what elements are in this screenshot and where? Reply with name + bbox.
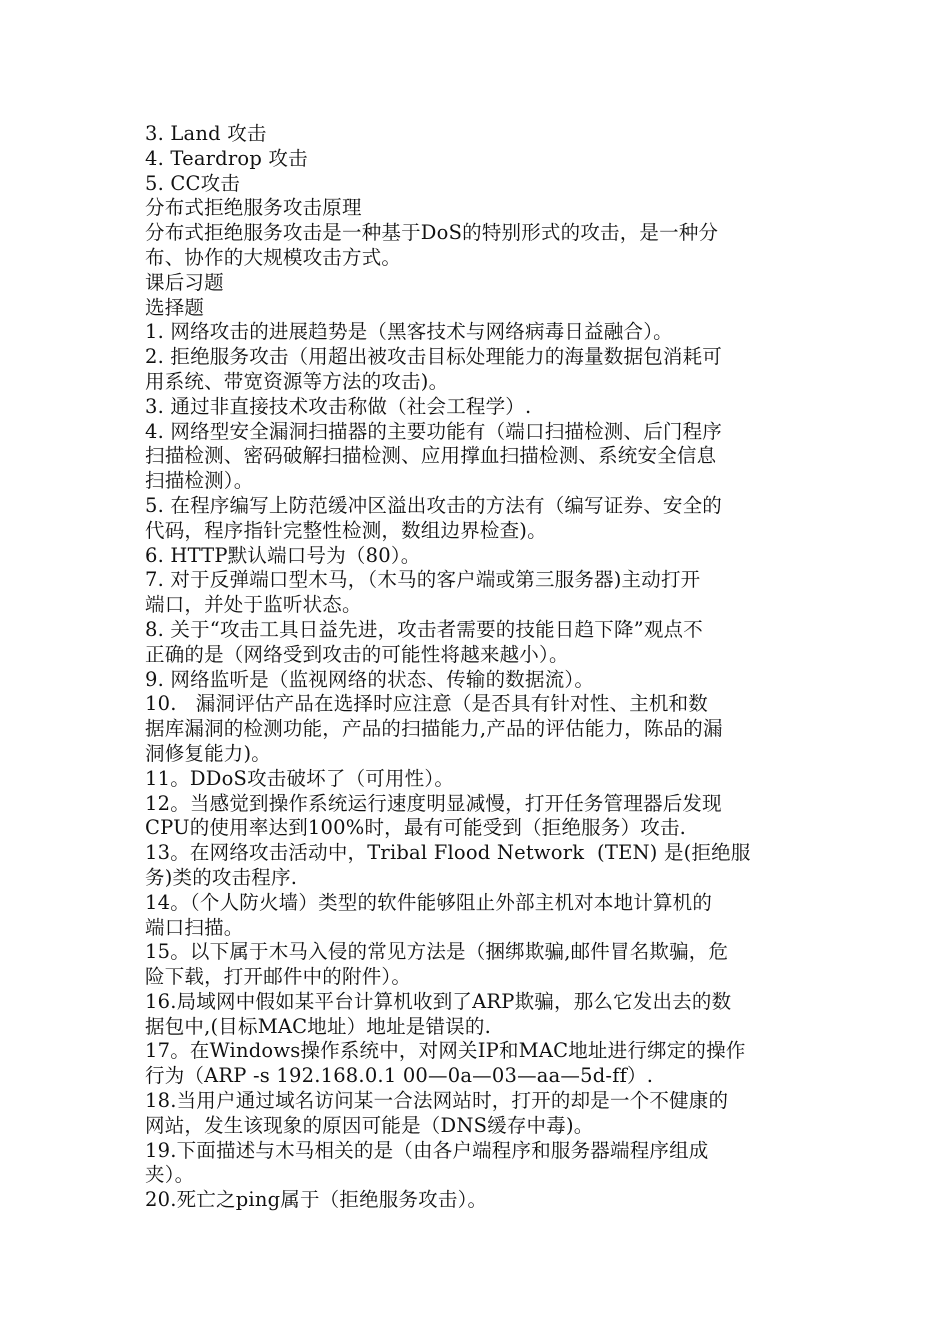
question-line: 9. 网络监听是（监视网络的状态、传输的数据流）。: [145, 667, 595, 691]
question-line: 扫描检测、密码破解扫描检测、应用撑血扫描检测、系统安全信息: [145, 444, 717, 468]
document-page: [145, 122, 815, 1213]
question-line: 12。当感觉到操作系统运行速度明显减慢，打开任务管理器后发现: [145, 791, 722, 815]
question-line: 用系统、带宽资源等方法的攻击)。: [145, 369, 449, 393]
question-line: 20.死亡之ping属于（拒绝服务攻击）。: [145, 1188, 488, 1212]
question-line: 17。在Windows操作系统中，对网关IP和MAC地址进行绑定的操作: [145, 1039, 746, 1063]
question-line: 据包中,(目标MAC地址）地址是错误的.: [145, 1014, 491, 1038]
question-line: 据库漏洞的检测功能，产品的扫描能力,产品的评估能力，陈品的漏: [145, 717, 723, 741]
question-line: 扫描检测）。: [145, 469, 254, 493]
question-line: 11。DDoS攻击破坏了（可用性）。: [145, 766, 455, 790]
section-heading: 分布式拒绝服务攻击原理: [145, 196, 362, 220]
question-line: 3. 通过非直接技术攻击称做（社会工程学）.: [145, 394, 532, 418]
question-line: 行为（ARP -s 192.168.0.1 00—0a—03—aa—5d-ff）.: [145, 1064, 654, 1088]
question-line: 4. 网络型安全漏洞扫描器的主要功能有（端口扫描检测、后门程序: [145, 419, 723, 443]
question-line: 13。在网络攻击活动中，Tribal Flood Network (TEN) 是(拒绝服: [145, 841, 751, 865]
question-line: 14。（个人防火墙）类型的软件能够阻止外部主机对本地计算机的: [145, 890, 713, 914]
question-line: 5. 在程序编写上防范缓冲区溢出攻击的方法有（编写证券、安全的: [145, 493, 723, 517]
question-line: 端口扫描。: [145, 915, 244, 939]
section-heading: 选择题: [145, 295, 205, 319]
question-line: 8. 关于“攻击工具日益先进，攻击者需要的技能日趋下降”观点不: [145, 617, 703, 641]
section-heading: 课后习题: [145, 270, 224, 294]
question-line: 18.当用户通过域名访问某一合法网站时，打开的却是一个不健康的: [145, 1089, 729, 1113]
question-line: 16.局域网中假如某平台计算机收到了ARP欺骗，那么它发出去的数: [145, 989, 732, 1013]
question-line: CPU的使用率达到100%时，最有可能受到（拒绝服务）攻击.: [145, 816, 687, 840]
question-line: 10. 漏洞评估产品在选择时应注意（是否具有针对性、主机和数: [145, 692, 709, 716]
text-line: 4. Teardrop 攻击: [145, 146, 308, 170]
question-line: 网站，发生该现象的原因可能是（DNS缓存中毒)。: [145, 1113, 594, 1137]
text-line: 5. CC攻击: [145, 171, 241, 195]
question-line: 正确的是（网络受到攻击的可能性将越来越小）。: [145, 642, 569, 666]
text-line: 3. Land 攻击: [145, 122, 267, 145]
question-line: 洞修复能力)。: [145, 741, 272, 765]
question-line: 夹）。: [145, 1163, 195, 1187]
question-line: 务)类的攻击程序.: [145, 865, 298, 889]
question-line: 2. 拒绝服务攻击（用超出被攻击目标处理能力的海量数据包消耗可: [145, 345, 723, 369]
question-line: 7. 对于反弹端口型木马，（木马的客户端或第三服务器)主动打开: [145, 568, 701, 592]
question-line: 端口，并处于监听状态。: [145, 593, 362, 617]
question-line: 19.下面描述与木马相关的是（由各户端程序和服务器端程序组成: [145, 1138, 709, 1162]
text-line: 布、协作的大规模攻击方式。: [145, 245, 402, 269]
question-line: 1. 网络攻击的进展趋势是（黑客技术与网络病毒日益融合）。: [145, 320, 673, 344]
question-line: 代码，程序指针完整性检测，数组边界检查)。: [145, 518, 547, 542]
question-line: 险下载，打开邮件中的附件）。: [145, 965, 412, 989]
question-line: 15。以下属于木马入侵的常见方法是（捆绑欺骗,邮件冒名欺骗，危: [145, 940, 729, 964]
text-line: 分布式拒绝服务攻击是一种基于DoS的特别形式的攻击，是一种分: [145, 221, 719, 245]
question-line: 6. HTTP默认端口号为（80）。: [145, 543, 421, 567]
